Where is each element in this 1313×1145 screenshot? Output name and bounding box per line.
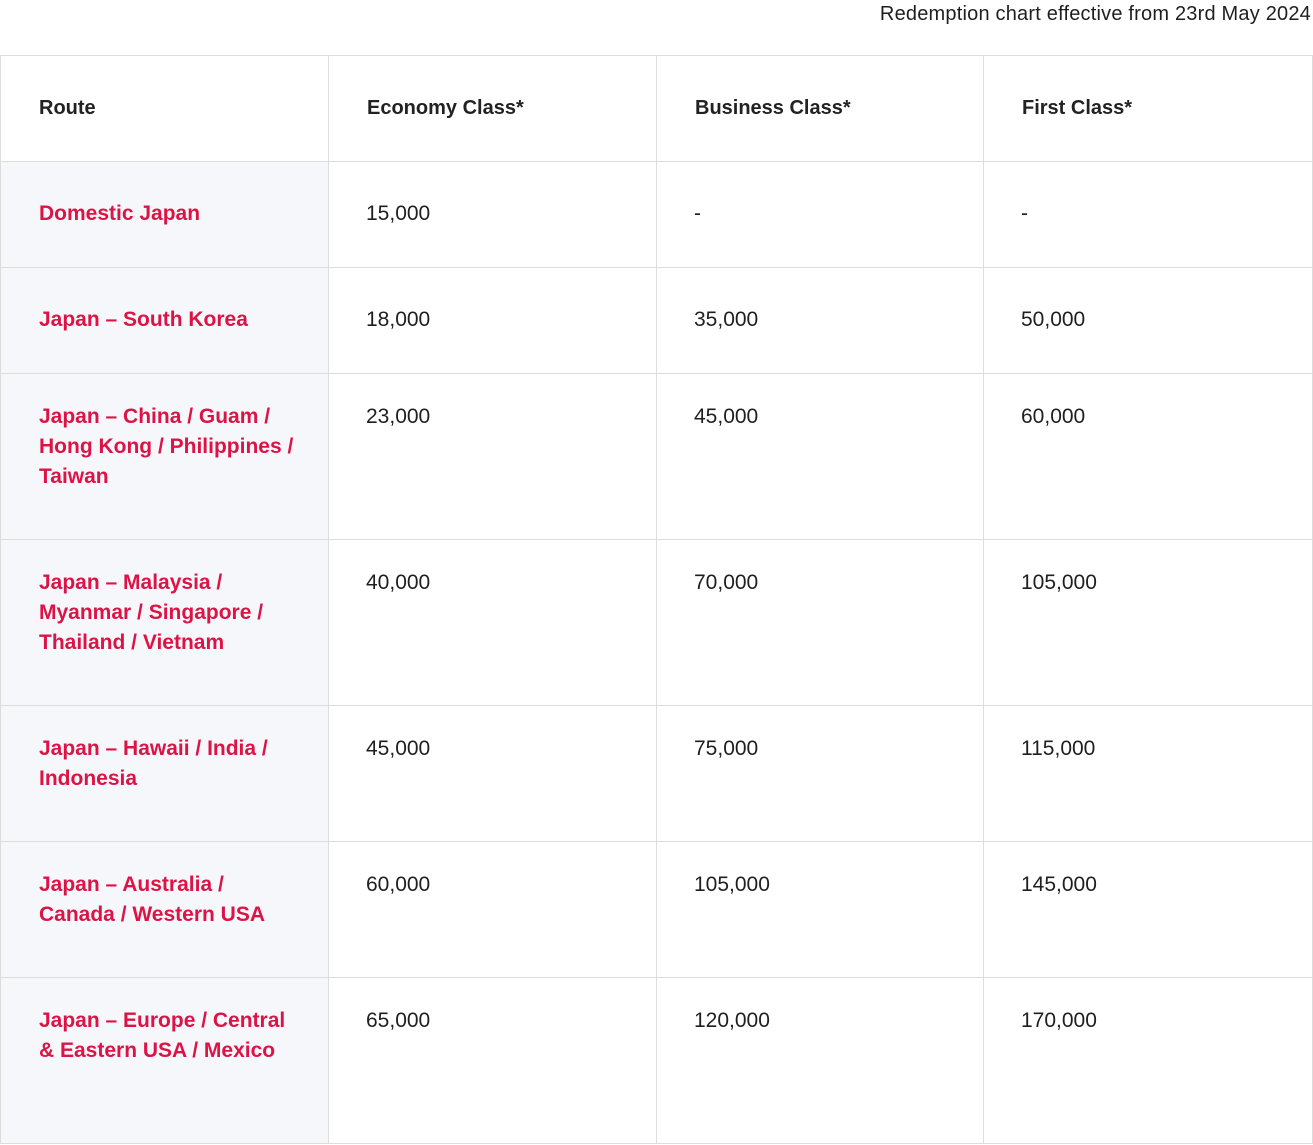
- route-cell: [1, 162, 329, 268]
- business-cell: [657, 706, 984, 842]
- header-route: [1, 56, 329, 162]
- business-value: 120,000: [694, 1009, 770, 1032]
- business-cell: [657, 268, 984, 374]
- route-link[interactable]: Japan – China / Guam / Hong Kong / Philippines / Taiwan: [39, 405, 294, 488]
- business-value: -: [694, 202, 701, 225]
- first-value: 50,000: [1021, 308, 1086, 331]
- economy-cell: [329, 268, 657, 374]
- economy-value: 23,000: [366, 405, 431, 428]
- route-cell: [1, 374, 329, 540]
- economy-value: 18,000: [366, 308, 431, 331]
- economy-cell: [329, 540, 657, 706]
- first-value: -: [1021, 202, 1028, 225]
- first-value: 60,000: [1021, 405, 1086, 428]
- table-row: [1, 842, 1313, 978]
- table-row: [1, 374, 1313, 540]
- first-cell: [984, 268, 1313, 374]
- business-value: 105,000: [694, 873, 770, 896]
- first-value: 115,000: [1021, 737, 1096, 760]
- first-cell: [984, 540, 1313, 706]
- economy-value: 65,000: [366, 1009, 431, 1032]
- header-first: [984, 56, 1313, 162]
- business-cell: [657, 842, 984, 978]
- economy-cell: [329, 706, 657, 842]
- route-link[interactable]: Japan – Malaysia / Myanmar / Singapore / Thailand / Vietnam: [39, 571, 264, 654]
- economy-cell: [329, 842, 657, 978]
- header-first-label: First Class*: [1022, 97, 1133, 119]
- header-economy-label: Economy Class*: [367, 97, 524, 119]
- route-link[interactable]: Domestic Japan: [39, 202, 201, 225]
- business-value: 35,000: [694, 308, 759, 331]
- route-link[interactable]: Japan – Europe / Central & Eastern USA / Mexico: [39, 1009, 286, 1062]
- first-value: 170,000: [1021, 1009, 1097, 1032]
- route-cell: [1, 540, 329, 706]
- first-cell: [984, 706, 1313, 842]
- header-route-label: Route: [39, 97, 96, 119]
- economy-cell: [329, 978, 657, 1144]
- first-value: 105,000: [1021, 571, 1097, 594]
- redemption-table: [0, 55, 1313, 1144]
- table-row: [1, 268, 1313, 374]
- route-cell: [1, 842, 329, 978]
- first-cell: [984, 162, 1313, 268]
- table-row: [1, 706, 1313, 842]
- table-header-row: [1, 56, 1313, 162]
- economy-value: 60,000: [366, 873, 431, 896]
- first-cell: [984, 842, 1313, 978]
- business-value: 45,000: [694, 405, 759, 428]
- first-cell: [984, 374, 1313, 540]
- first-cell: [984, 978, 1313, 1144]
- route-link[interactable]: Japan – Hawaii / India / Indonesia: [39, 737, 268, 790]
- header-economy: [329, 56, 657, 162]
- economy-value: 40,000: [366, 571, 431, 594]
- header-business-label: Business Class*: [695, 97, 851, 119]
- table-row: [1, 978, 1313, 1144]
- business-cell: [657, 540, 984, 706]
- route-cell: [1, 268, 329, 374]
- route-cell: [1, 978, 329, 1144]
- table-row: [1, 162, 1313, 268]
- chart-caption: Redemption chart effective from 23rd May 2024: [879, 3, 1311, 25]
- route-link[interactable]: Japan – South Korea: [39, 308, 248, 331]
- business-cell: [657, 374, 984, 540]
- business-value: 70,000: [694, 571, 759, 594]
- economy-value: 45,000: [366, 737, 431, 760]
- business-value: 75,000: [694, 737, 759, 760]
- economy-cell: [329, 374, 657, 540]
- economy-cell: [329, 162, 657, 268]
- first-value: 145,000: [1021, 873, 1097, 896]
- table-row: [1, 540, 1313, 706]
- business-cell: [657, 162, 984, 268]
- route-cell: [1, 706, 329, 842]
- business-cell: [657, 978, 984, 1144]
- header-business: [657, 56, 984, 162]
- economy-value: 15,000: [366, 202, 431, 225]
- route-link[interactable]: Japan – Australia / Canada / Western USA: [39, 873, 266, 926]
